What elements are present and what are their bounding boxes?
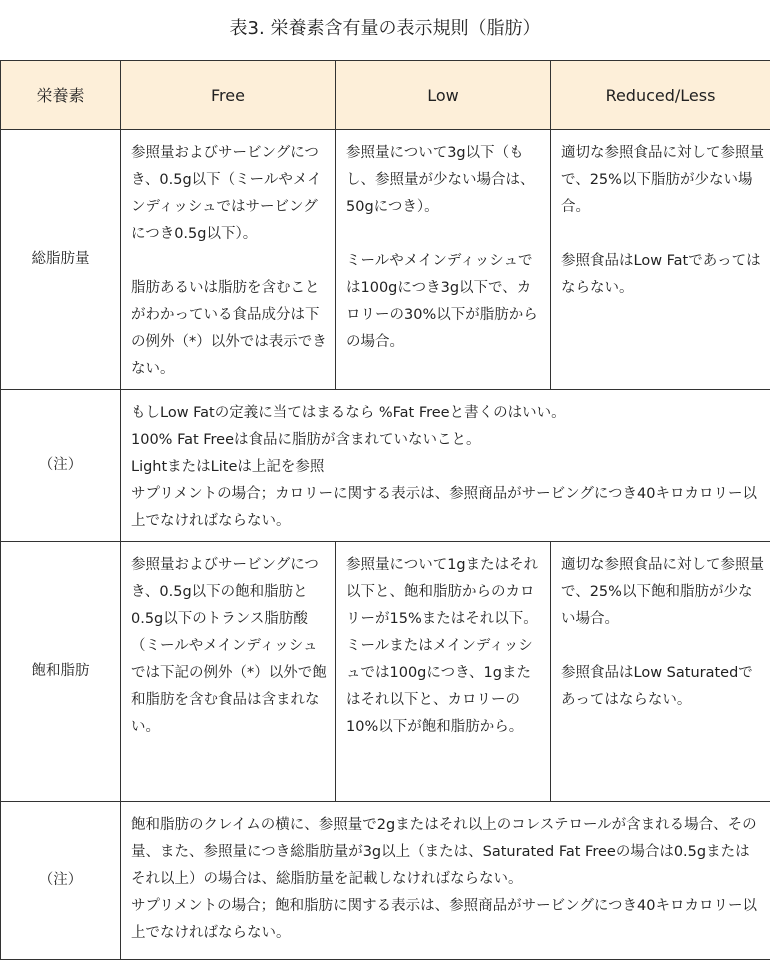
- table-row-saturated-fat: [1, 542, 770, 802]
- cell-text: 適切な参照食品に対して参照量で、25%以下飽和脂肪が少ない場合。: [561, 557, 764, 627]
- header-low: Low: [336, 61, 551, 130]
- cell-text: 参照食品はLow Saturatedであってはならない。: [561, 665, 753, 708]
- note-line: もしLow Fatの定義に当てはまるなら %Fat Freeと書くのはいい。: [131, 405, 566, 421]
- table-row-saturated-fat-note: [1, 802, 770, 960]
- cell-text: 参照量およびサービングにつき、0.5g以下の飽和脂肪と0.5g以下のトランス脂肪酸（ミールやメインディッシュでは下記の例外（*）以外で飽和脂肪を含む食品は含まれない。: [131, 557, 327, 735]
- note-line: サプリメントの場合；飽和脂肪に関する表示は、参照商品がサービングにつき40キロカロリー以上でなければならない。: [131, 898, 757, 941]
- header-free: Free: [121, 61, 336, 130]
- header-row: [1, 61, 770, 130]
- row-label-total-fat: 総脂肪量: [1, 130, 121, 390]
- cell-text: 脂肪あるいは脂肪を含むことがわかっている食品成分は下の例外（*）以外では表示できない。: [131, 280, 327, 377]
- note-line: サプリメントの場合；カロリーに関する表示は、参照商品がサービングにつき40キロカロリー以上でなければならない。: [131, 486, 757, 529]
- header-nutrient: 栄養素: [1, 61, 121, 130]
- note-total-fat: [121, 390, 770, 542]
- note-line: LightまたはLiteは上記を参照: [131, 459, 325, 475]
- table-row-total-fat: [1, 130, 770, 390]
- table-row-total-fat-note: [1, 390, 770, 542]
- row-label-note: （注）: [1, 390, 121, 542]
- header-reduced-less: Reduced/Less: [551, 61, 770, 130]
- cell-text: ミールやメインディッシュでは100gにつき3g以下で、カロリーの30%以下が脂肪からの場合。: [346, 253, 538, 350]
- nutrient-claims-table: [0, 60, 770, 960]
- cell-text: 適切な参照食品に対して参照量で、25%以下脂肪が少ない場合。: [561, 145, 764, 215]
- cell-total-fat-low: [336, 130, 551, 390]
- table-title: 表3. 栄養素含有量の表示規則（脂肪）: [229, 18, 541, 39]
- cell-saturated-fat-free: [121, 542, 336, 802]
- cell-text: 参照食品はLow Fatであってはならない。: [561, 253, 761, 296]
- cell-saturated-fat-reduced: [551, 542, 770, 802]
- cell-text: 参照量およびサービングにつき、0.5g以下（ミールやメインディッシュではサービングにつき0.5g以下）。: [131, 145, 322, 242]
- row-label-saturated-fat: 飽和脂肪: [1, 542, 121, 802]
- note-line: 飽和脂肪のクレイムの横に、参照量で2gまたはそれ以上のコレステロールが含まれる場合、その量、また、参照量につき総脂肪量が3g以上（または、Saturated Fat Freeの場合は0.5gまたはそれ以上）の場合は、総脂肪量を記載しなければならない。: [131, 817, 757, 887]
- cell-total-fat-reduced: [551, 130, 770, 390]
- cell-text: ミールまたはメインディッシュでは100gにつき、1gまたはそれ以下と、カロリーの10%以下が飽和脂肪から。: [346, 638, 533, 735]
- cell-text: 参照量について3g以下（もし、参照量が少ない場合は、50gにつき）。: [346, 145, 535, 215]
- cell-total-fat-free: [121, 130, 336, 390]
- cell-text: 参照量について1gまたはそれ以下と、飽和脂肪からのカロリーが15%またはそれ以下。: [346, 557, 539, 627]
- note-saturated-fat: [121, 802, 770, 960]
- cell-saturated-fat-low: [336, 542, 551, 802]
- row-label-note: （注）: [1, 802, 121, 960]
- note-line: 100% Fat Freeは食品に脂肪が含まれていないこと。: [131, 432, 481, 448]
